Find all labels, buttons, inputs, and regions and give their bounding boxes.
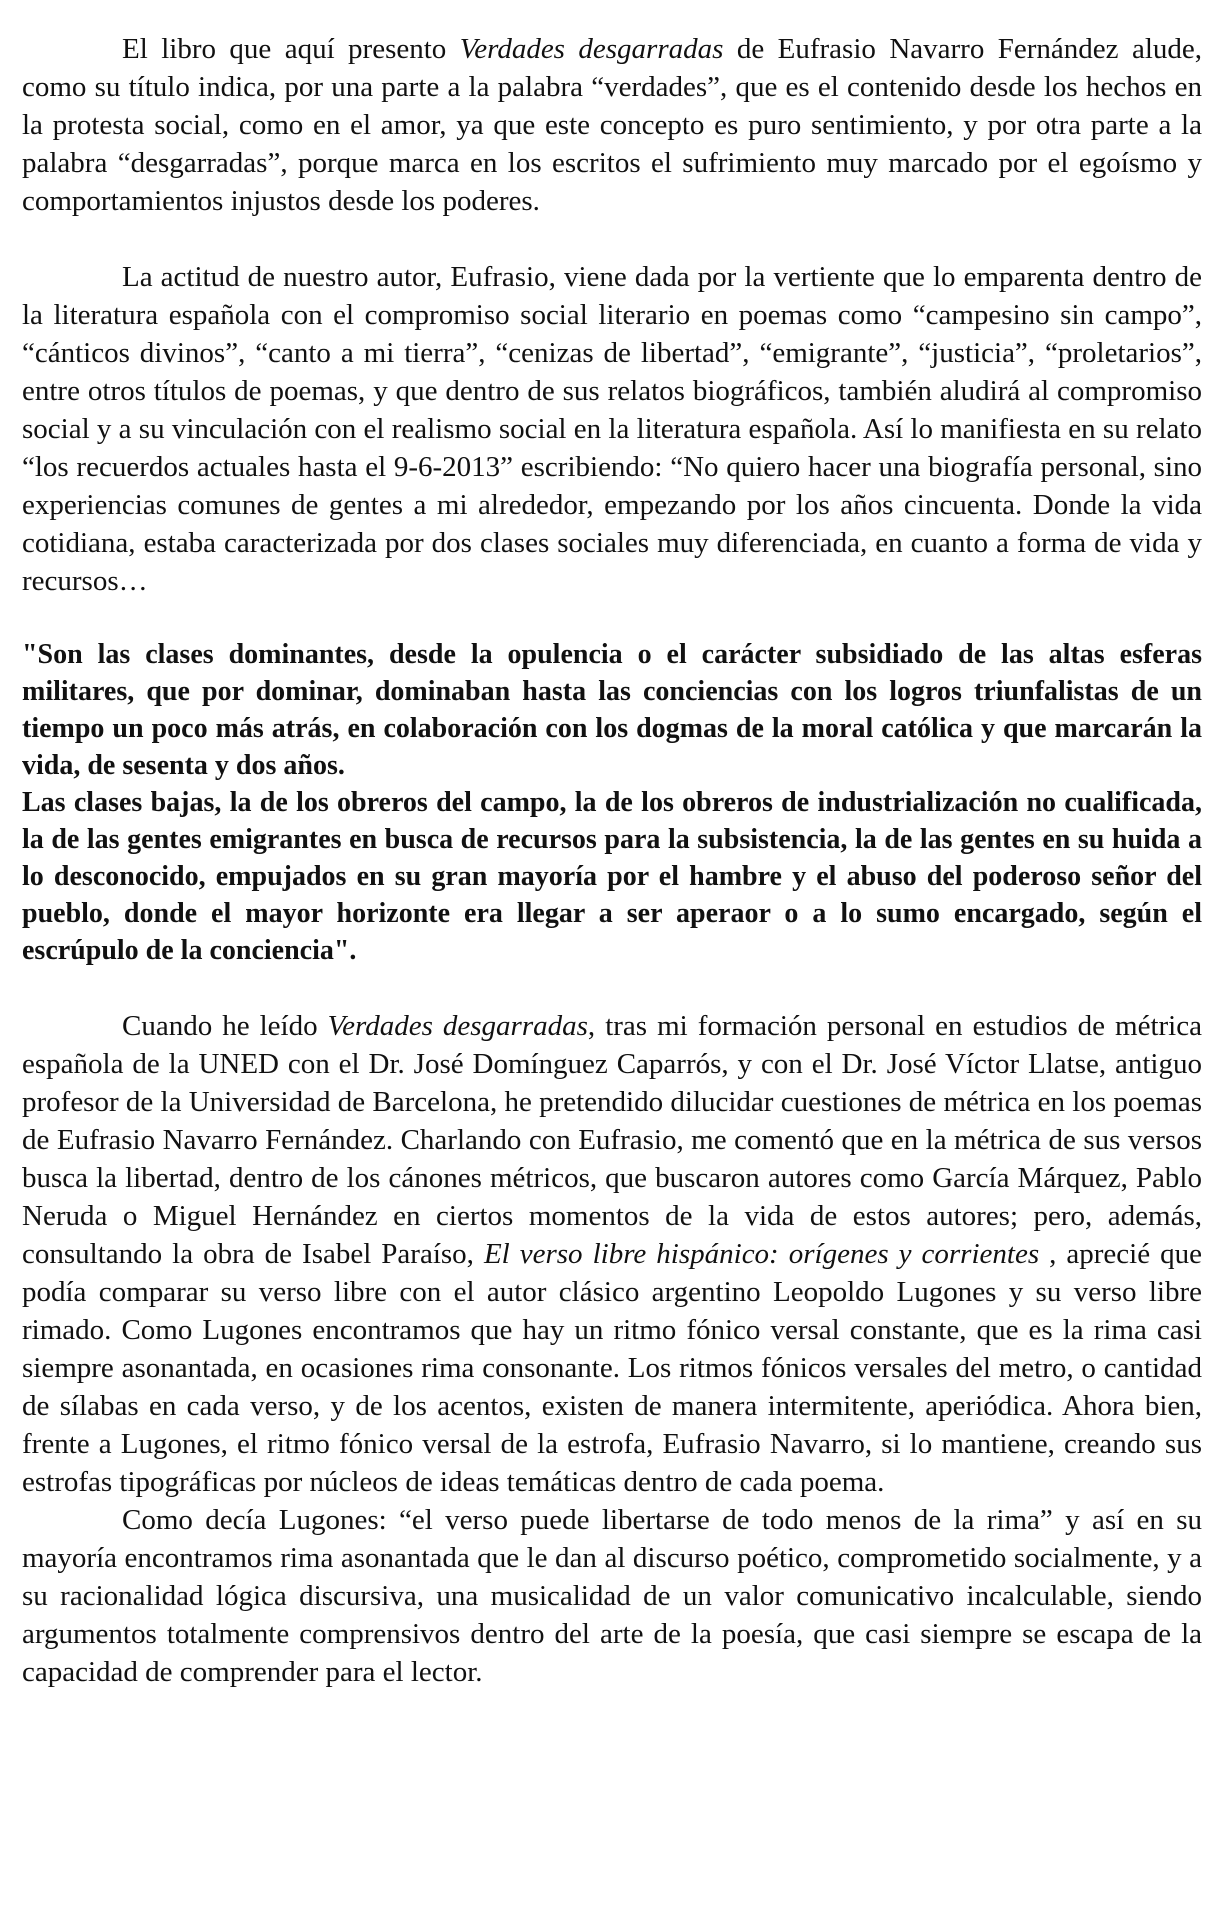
paragraph-intro-lead: El libro que aquí presento — [122, 33, 460, 65]
paragraph-metrics-middle: , tras mi formación personal en estudios de métrica española de la UNED con el Dr. José Domínguez Caparrós, y con el Dr. José Víctor Llatse, antiguo profesor de la Universidad de Barcelona, he pretendido dilucidar cuestiones de métrica en los poemas de Eufrasio Navarro Fernández. Charlando con Eufrasio, me comentó que en la métrica de sus versos busca la libertad, dentro de los cánones métricos, que buscaron autores como García Márquez, Pablo Neruda o Miguel Hernández en ciertos momentos de la vida de estos autores; pero, además, consultando la obra de Isabel Paraíso, — [22, 1010, 1202, 1270]
paragraph-metrics-lead: Cuando he leído — [122, 1010, 328, 1042]
paragraph-metrics — [22, 1007, 1202, 1501]
paragraph-lugones-rhyme: Como decía Lugones: “el verso puede libertarse de todo menos de la rima” y así en su mayoría encontramos rima asonantada que le dan al discurso poético, comprometido socialmente, y a su racionalidad lógica discursiva, una musicalidad de un valor comunicativo incalculable, siendo argumentos totalmente comprensivos dentro del arte de la poesía, que casi siempre se escapa de la capacidad de comprender para el lector. — [22, 1504, 1202, 1688]
book-title: Verdades desgarradas — [459, 33, 724, 65]
book-title: Verdades desgarradas — [327, 1010, 588, 1042]
document-page — [22, 30, 1202, 1691]
quote-dominant-classes: "Son las clases dominantes, desde la opulencia o el carácter subsidiado de las altas esferas militares, que por dominar, dominaban hasta las conciencias con los logros triunfalistas de un tiempo un poco más atrás, en colaboración con los dogmas de la moral católica y que marcarán la vida, de sesenta y dos años. — [22, 639, 1202, 781]
paragraph-intro-rest: de Eufrasio Navarro Fernández alude, como su título indica, por una parte a la palabra “verdades”, que es el contenido desde los hechos en la protesta social, como en el amor, ya que este concepto es puro sentimiento, y por otra parte a la palabra “desgarradas”, porque marca en los escritos el sufrimiento muy marcado por el egoísmo y comportamientos injustos desde los poderes. — [22, 33, 1202, 217]
paragraph-author-attitude: La actitud de nuestro autor, Eufrasio, viene dada por la vertiente que lo emparenta dentro de la literatura española con el compromiso social literario en poemas como “campesino sin campo”, “cánticos divinos”, “canto a mi tierra”, “cenizas de libertad”, “emigrante”, “justicia”, “proletarios”, entre otros títulos de poemas, y que dentro de sus relatos biográficos, también aludirá al compromiso social y a su vinculación con el realismo social en la literatura española. Así lo manifiesta en su relato “los recuerdos actuales hasta el 9-6-2013” escribiendo: “No quiero hacer una biografía personal, sino experiencias comunes de gentes a mi alrededor, empezando por los años cincuenta. Donde la vida cotidiana, estaba caracterizada por dos clases sociales muy diferenciada, en cuanto a forma de vida y recursos… — [22, 261, 1202, 597]
work-title: El verso libre hispánico: orígenes y corrientes — [483, 1238, 1040, 1270]
quote-lower-classes: Las clases bajas, la de los obreros del campo, la de los obreros de industrialización no cualificada, la de las gentes emigrantes en busca de recursos para la subsistencia, la de las gentes en su huida a lo desconocido, empujados en su gran mayoría por el hambre y el abuso del poderoso señor del pueblo, donde el mayor horizonte era llegar a ser aperaor o a lo sumo encargado, según el escrúpulo de la conciencia". — [22, 787, 1202, 966]
paragraph-intro — [22, 30, 1202, 220]
paragraph-metrics-rest: , aprecié que podía comparar su verso libre con el autor clásico argentino Leopoldo Lugones y su verso libre rimado. Como Lugones encontramos que hay un ritmo fónico versal constante, que es la rima casi siempre asonantada, en ocasiones rima consonante. Los ritmos fónicos versales del metro, o cantidad de sílabas en cada verso, y de los acentos, existen de manera intermitente, aperiódica. Ahora bien, frente a Lugones, el ritmo fónico versal de la estrofa, Eufrasio Navarro, si lo mantiene, creando sus estrofas tipográficas por núcleos de ideas temáticas dentro de cada poema. — [22, 1238, 1202, 1498]
